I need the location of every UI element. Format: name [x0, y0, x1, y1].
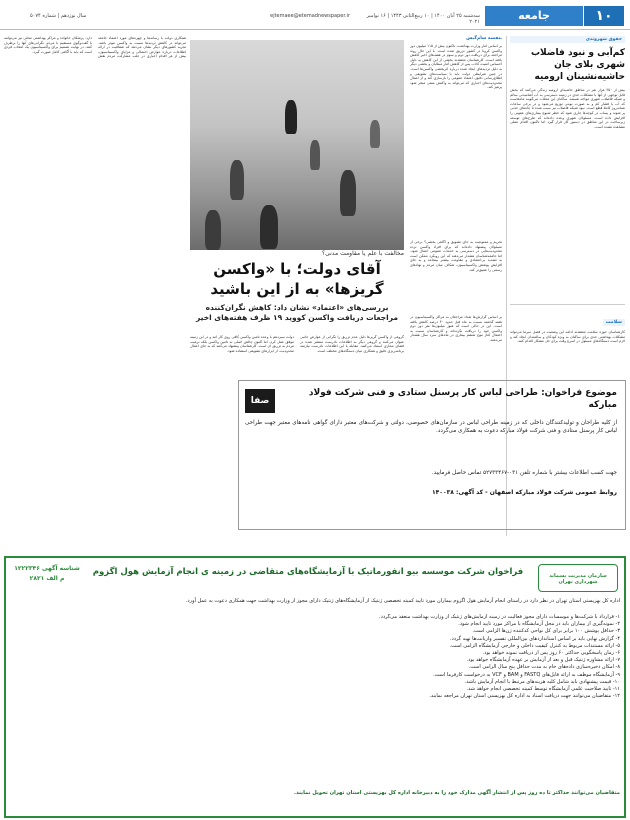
right-title: کم‌آبی و نبود فاضلاب شهری بلای جان حاشیه‌نشینان ارومیه	[530, 48, 625, 82]
page-number: ۱۰	[584, 6, 624, 26]
article-mid-column	[410, 36, 502, 360]
article-bottom-text-2: گروهی از واکسن گریزها دلیل عدم تزریق را نگرانی از عوارض جانبی عنوان می‌کنند و گروهی دیگر به اطلاعات نادرست منتشر شده در فضای مجازی استناد می‌کنند. مقابله با این اطلاعات نادرست نیازمند برنامه‌ریزی دقیق و همکاری میان دستگاه‌های مختلف است.	[300, 335, 404, 353]
article-photo	[190, 40, 404, 250]
byline: بنفشه سام‌گیس	[466, 36, 502, 41]
email-address[interactable]: ejtemaee@etemadnewspaper.ir	[270, 13, 350, 19]
ad2-side-1: شناسه آگهی ۱۲۲۲۳۴۶	[14, 565, 80, 572]
dateline: سه‌شنبه ۲۵ آبان ۱۴۰۰ | ۱۰ ربیع‌الثانی ۱۴۴۳ | ۱۶ نوامبر ۲۰۲۱	[366, 13, 480, 25]
section-title: جامعه	[485, 6, 583, 26]
headline-kicker: مخالفت با علم یا مقاومت مدنی؟	[321, 250, 404, 257]
article-left-column	[4, 36, 186, 556]
deck: بررسی‌های «اعتماد» نشان داد: کاهش نگران‌کننده مراجعات دریافت واکسن کووید ۱۹ ظرف هفته‌های اخیر	[195, 303, 399, 322]
right-box-label: سلامت	[603, 319, 625, 326]
ad2-item: ۸- امکان ذخیره‌سازی داده‌های خام به مدت حداقل پنج سال الزامی است.	[468, 664, 620, 671]
ad2-item: ۱۲- متقاضیان می‌توانند جهت دریافت اسناد به اداره کل بهزیستی استان تهران مراجعه نمایند.	[429, 693, 620, 700]
article-bottom-text-1: بر اساس گزارش‌ها تعداد مراجعان به مراکز واکسیناسیون در هفته گذشته نسبت به ماه قبل حدود ۴۰ درصد کاهش یافته است. این در حالی است که هنوز میلیون‌ها نفر دوز دوم واکسن خود را دریافت نکرده‌اند و کارشناسان نسبت به احتمال آغاز موج ششم بیماری در ماه‌های سرد سال هشدار می‌دهند.	[410, 315, 502, 342]
ad2-ids	[12, 564, 82, 592]
article-bottom-col-1	[410, 315, 502, 375]
article-bottom-col-2	[300, 335, 404, 377]
article-mid-text-1: بر اساس آمار وزارت بهداشت، تاکنون بیش از ۱۱۵ میلیون دوز واکسن کرونا در کشور تزریق شده است. با این حال روند مراجعه برای دریافت دوز دوم و سوم در هفته‌های اخیر کاهش یافته است. کارشناسان معتقدند بخشی از این کاهش به دلیل احساس امنیت کاذب پس از کاهش آمار مبتلایان و بخشی دیگر به دلیل تردیدهای ایجاد شده درباره اثربخشی واکسن‌ها است. در چنین شرایطی دولت باید با سیاست‌های تشویقی و اطلاع‌رسانی دقیق، اعتماد عمومی را بازسازی کند و از اعمال محدودیت‌های اجباری که می‌تواند به واکنش منفی منجر شود پرهیز کند.	[410, 44, 502, 90]
right-box-body: کارشناسان حوزه سلامت معتقدند ادامه این وضعیت در فصل سرما می‌تواند مشکلات بهداشتی جدی برای ساکنان به ویژه کودکان و سالمندان ایجاد کند و لازم است دستگاه‌های مسئول در اسرع وقت برای حل مشکل اقدام کنند.	[510, 330, 625, 344]
ad2-item: ۹- آزمایشگاه موظف به ارائه فایل‌های FASTQ و BAM و VCF به درخواست کارفرما است.	[433, 671, 620, 678]
ad-foolad	[238, 380, 626, 530]
issue-number: سال نوزدهم | شماره ۵۰۷۴	[30, 13, 87, 19]
ad2-item: ۱- قرارداد با شرکت‌ها و موسسات دارای مجوز فعالیت در زمینه آزمایش‌های ژنتیک از وزارت بهداشت منعقد می‌گردد.	[379, 614, 620, 620]
ad2-closing: متقاضیان می‌توانند حداکثر تا ده روز پس از انتشار آگهی مدارک خود را به دبیرخانه اداره کل بهزیستی استان تهران تحویل نمایند.	[294, 790, 620, 796]
ad2-org-logo: سازمان مدیریت پسماند شهرداری تهران	[538, 564, 618, 592]
ad2-item: ۳- حداقل پوشش ۱۰۰ برابر برای کل نواحی کدکننده ژن‌ها الزامی است.	[472, 628, 620, 635]
article-mid-text-2: تحریم و ممنوعیت به جای تشویق و آگاهی بخشی؟ برخی از مسئولان پیشنهاد داده‌اند که برای افراد واکسن نزده محدودیت‌هایی در دسترسی به خدمات عمومی اعمال شود. اما جامعه‌شناسان هشدار می‌دهند که این رویکرد ممکن است به تشدید بی‌اعتمادی و مقاومت بیشتر بینجامد و به جای افزایش پوشش واکسیناسیون، شکاف میان مردم و نهادهای رسمی را عمیق‌تر کند.	[410, 240, 502, 272]
ad1-logo: صفا	[245, 389, 275, 413]
article-left-text: همکاری دولت با رسانه‌ها و چهره‌های مورد اعتماد جامعه می‌تواند در کاهش تردیدها نسبت به واکسن موثر باشد. تجربه کشورهای دیگر نشان می‌دهد که شفافیت در ارائه اطلاعات درباره عوارض احتمالی و مزایای واکسیناسیون، بیش از هر اقدام اجباری در جلب مشارکت مردم نقش دارد. پزشکان خانواده و مراکز بهداشتی محلی نیز می‌توانند با گفت‌وگوی مستقیم با مردم، نگرانی‌های آنها را برطرف کنند. در نهایت تصمیم برای واکسیناسیون یک انتخاب فردی است که باید با آگاهی کامل صورت گیرد.	[4, 36, 186, 59]
ad1-title: موضوع فراخوان: طراحی لباس کار پرسنل ستادی و فنی شرکت فولاد مبارکه	[308, 388, 617, 410]
ad2-title: فراخوان شرکت موسسه بیو انفورماتیک با آزمایشگاه‌های متقاضی در زمینه ی انجام آزمایش هول اگزوم	[92, 567, 524, 577]
headline-area	[190, 250, 404, 323]
ad2-item: ۲- نمونه‌گیری از بیماران باید در محل آزمایشگاه یا مراکز مورد تایید انجام شود.	[458, 621, 620, 628]
ad2-item: ۵- ارائه مستندات مربوط به کنترل کیفیت داخلی و خارجی آزمایشگاه الزامی است.	[449, 642, 620, 649]
ad2-item: ۱۱- تایید صلاحیت علمی آزمایشگاه توسط کمیته تخصصی انجام خواهد شد.	[466, 686, 620, 693]
right-body: بیش از ۲۵۰ هزار نفر در مناطق حاشیه‌ای ارومیه زندگی می‌کنند که بخش قابل توجهی از آنها با مشکلات جدی در زمینه دسترسی به آب آشامیدنی سالم و شبکه فاضلاب شهری مواجه هستند. ساکنان این محلات می‌گویند ماه‌هاست که آب با فشار کم و به صورت نوبتی توزیع می‌شود و در برخی ساعات شبانه‌روز کاملا قطع است. نبود شبکه فاضلاب نیز سبب شده تا چاه‌های جذبی پر شوند و پساب در کوچه‌ها جاری شود که خطر شیوع بیماری‌های عفونی را افزایش داده است. مسئولان شهری وعده داده‌اند که طرح‌های توسعه زیرساخت در این مناطق در دستور کار قرار گیرد اما تاکنون اقدام عملی مشاهده نشده است.	[510, 88, 625, 129]
ad2-items	[12, 614, 620, 784]
article-bottom-text-3: دولت سیزدهم با وعده تامین واکسن کافی روی کار آمد و در این زمینه موفق عمل کرد، اما اکنون چالش اصلی نه تامین واکسن بلکه ترغیب مردم به تزریق آن است. کارشناسان پیشنهاد می‌کنند که به جای اعمال محدودیت، از ابزارهای تشویقی استفاده شود.	[190, 335, 294, 353]
ad2-side-2: م الف ۲۸۲۱	[29, 575, 65, 582]
ad2-item: ۱۰- قیمت پیشنهادی باید شامل کلیه هزینه‌های مرتبط با انجام آزمایش باشد.	[464, 678, 620, 685]
ad2-item: ۴- گزارش نهایی باید بر اساس استانداردهای بین‌المللی تفسیر واریانت‌ها تهیه گردد.	[449, 635, 620, 642]
headline: آقای دولت؛ با «واکسن گریزها» به از این باشید	[210, 260, 384, 298]
right-kicker: حقوق شهروندی	[510, 36, 625, 43]
ad2-item: ۶- زمان پاسخگویی حداکثر ۶۰ روز پس از دریافت نمونه خواهد بود.	[482, 650, 620, 657]
ad1-footer: روابط عمومی شرکت فولاد مبارکه اصفهان - کد آگهی: ۱۴۰۰۳۸	[431, 489, 617, 496]
right-column	[510, 36, 625, 434]
ad1-contact: جهت کسب اطلاعات بیشتر با شماره تلفن ۰۳۱-۵۲۷۳۳۴۶۷ تماس حاصل فرمایید.	[431, 470, 617, 476]
ad1-body: از کلیه طراحان و تولیدکنندگان داخلی که در زمینه طراحی لباس در سازمان‌های خصوصی، دولتی و شرکت‌های معتبر دارای گواهی نامه‌های معتبر جهت طراحی لباس کار پرسنل ستادی و فنی شرکت فولاد مبارکه دعوت به همکاری می‌گردد.	[245, 420, 617, 434]
ad2-intro: اداره کل بهزیستی استان تهران در نظر دارد در راستای انجام آزمایش هول اگزوم بیماران مورد تایید کمیته تخصصی ژنتیک از آزمایشگاه‌های ژنتیک دارای مجوز از وزارت بهداشت جهت همکاری دعوت به عمل آورد.	[185, 598, 620, 604]
ad2-item: ۷- ارائه مشاوره ژنتیک قبل و بعد از آزمایش بر عهده آزمایشگاه خواهد بود.	[466, 657, 620, 664]
ad-behzisti	[4, 556, 626, 818]
